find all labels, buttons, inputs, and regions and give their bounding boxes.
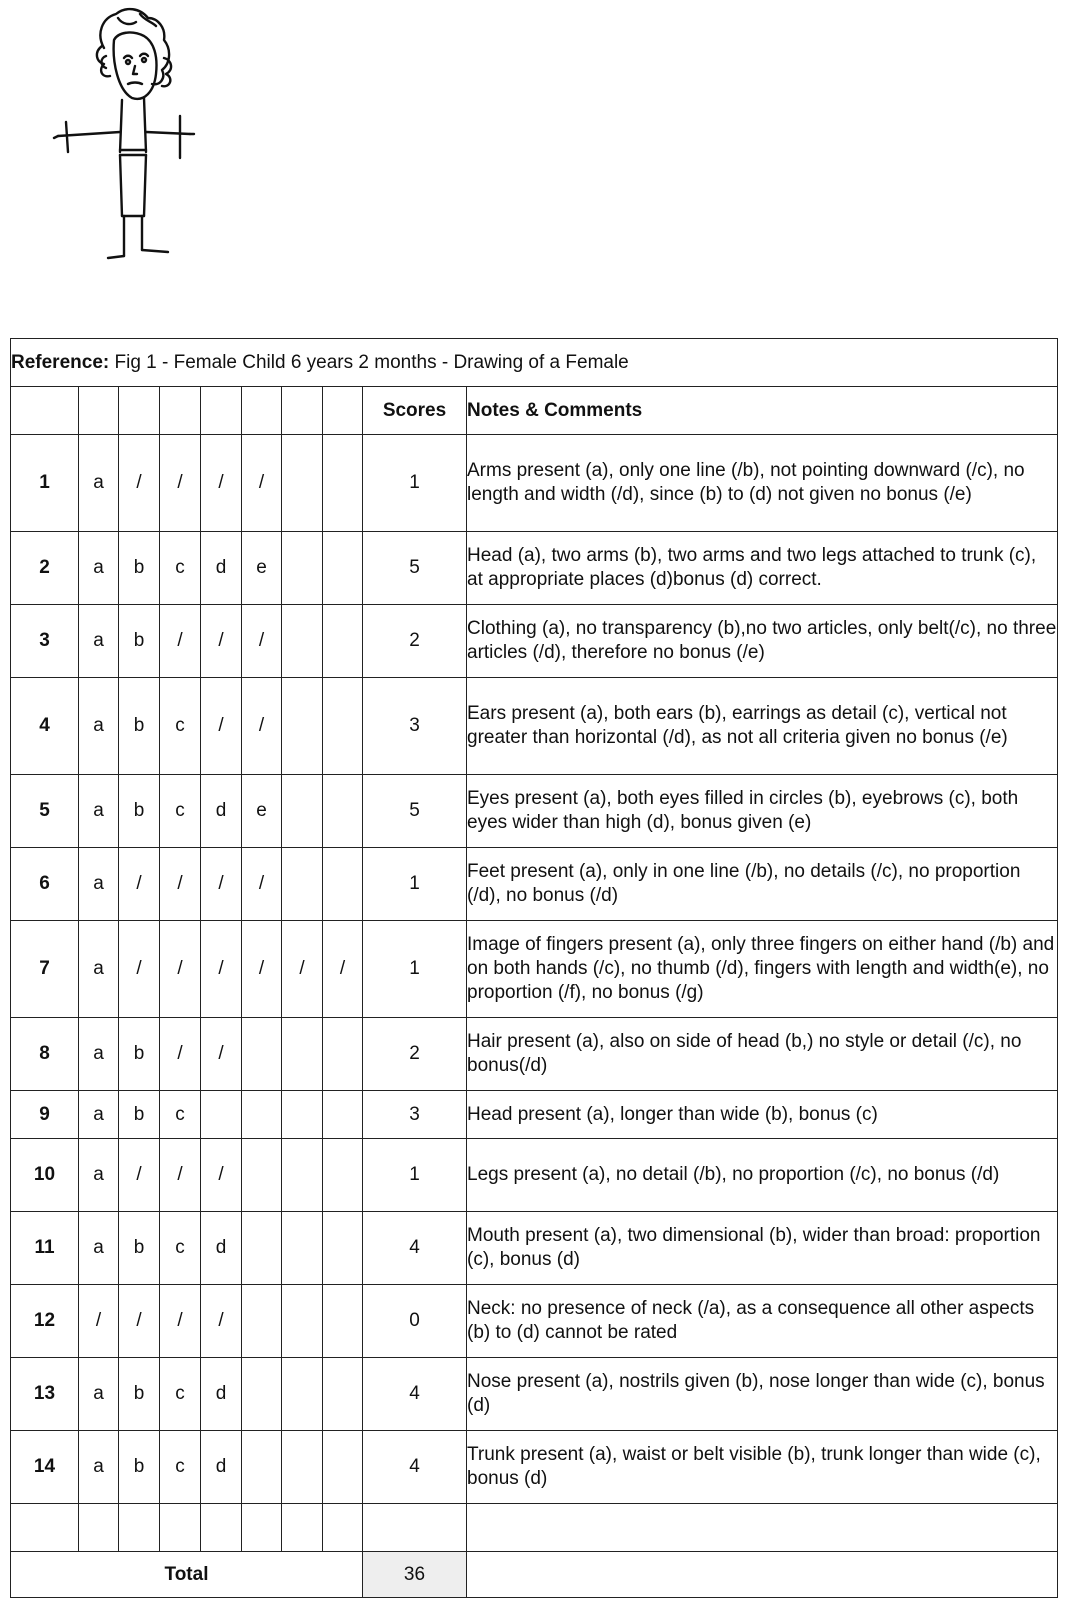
criterion-cell: / xyxy=(201,678,242,775)
criterion-cell: c xyxy=(160,1431,201,1504)
table-row xyxy=(11,435,1058,532)
criterion-cell xyxy=(282,532,323,605)
criterion-cell xyxy=(282,678,323,775)
item-score: 4 xyxy=(363,1431,467,1504)
criterion-cell: / xyxy=(201,435,242,532)
criterion-cell: / xyxy=(201,1018,242,1091)
score-table xyxy=(10,338,1058,1598)
table-row xyxy=(11,921,1058,1018)
item-number: 5 xyxy=(11,775,79,848)
table-row xyxy=(11,1212,1058,1285)
item-score: 4 xyxy=(363,1212,467,1285)
criterion-cell: d xyxy=(201,1431,242,1504)
item-note: Clothing (a), no transparency (b),no two articles, only belt(/c), no three articles (/d), therefore no bonus (/e) xyxy=(467,605,1058,678)
criterion-cell: / xyxy=(242,605,282,678)
criterion-cell: a xyxy=(79,1091,119,1139)
reference-cell xyxy=(11,339,1058,387)
header-blank-cell xyxy=(79,387,119,435)
criterion-cell xyxy=(282,1358,323,1431)
criterion-cell: a xyxy=(79,775,119,848)
criterion-cell: / xyxy=(160,921,201,1018)
table-row xyxy=(11,848,1058,921)
item-score: 1 xyxy=(363,848,467,921)
criterion-cell xyxy=(282,1431,323,1504)
total-note-blank xyxy=(467,1552,1058,1598)
criterion-cell: c xyxy=(160,1091,201,1139)
item-score: 1 xyxy=(363,435,467,532)
header-blank-cell xyxy=(282,387,323,435)
item-score: 1 xyxy=(363,1139,467,1212)
item-number: 8 xyxy=(11,1018,79,1091)
item-number: 14 xyxy=(11,1431,79,1504)
criterion-cell xyxy=(282,1285,323,1358)
child-drawing-figure xyxy=(40,0,220,270)
criterion-cell xyxy=(323,605,363,678)
header-row xyxy=(11,387,1058,435)
criterion-cell xyxy=(323,1018,363,1091)
criterion-cell: b xyxy=(119,1358,160,1431)
item-score: 5 xyxy=(363,775,467,848)
criterion-cell: / xyxy=(282,921,323,1018)
criterion-cell: / xyxy=(242,435,282,532)
criterion-cell: / xyxy=(160,1285,201,1358)
item-number: 12 xyxy=(11,1285,79,1358)
criterion-cell xyxy=(323,1091,363,1139)
criterion-cell: / xyxy=(119,848,160,921)
criterion-cell xyxy=(242,1091,282,1139)
criterion-cell: a xyxy=(79,921,119,1018)
item-number: 4 xyxy=(11,678,79,775)
criterion-cell: / xyxy=(119,1139,160,1212)
criterion-cell xyxy=(282,1018,323,1091)
criterion-cell: / xyxy=(242,678,282,775)
criterion-cell: a xyxy=(79,532,119,605)
criterion-cell xyxy=(323,1139,363,1212)
criterion-cell xyxy=(282,1091,323,1139)
reference-text: Fig 1 - Female Child 6 years 2 months - Drawing of a Female xyxy=(109,351,629,373)
blank-cell xyxy=(160,1504,201,1552)
header-blank-cell xyxy=(119,387,160,435)
item-score: 3 xyxy=(363,678,467,775)
criterion-cell: a xyxy=(79,1358,119,1431)
criterion-cell xyxy=(201,1091,242,1139)
criterion-cell: a xyxy=(79,435,119,532)
criterion-cell xyxy=(282,848,323,921)
table-row xyxy=(11,1431,1058,1504)
criterion-cell: d xyxy=(201,532,242,605)
reference-row xyxy=(11,339,1058,387)
criterion-cell: / xyxy=(119,435,160,532)
item-note: Hair present (a), also on side of head (b,) no style or detail (/c), no bonus(/d) xyxy=(467,1018,1058,1091)
item-note: Trunk present (a), waist or belt visible (b), trunk longer than wide (c), bonus (d) xyxy=(467,1431,1058,1504)
criterion-cell: c xyxy=(160,775,201,848)
item-note: Head (a), two arms (b), two arms and two legs attached to trunk (c), at appropriate places (d)bonus (d) correct. xyxy=(467,532,1058,605)
criterion-cell xyxy=(282,1139,323,1212)
criterion-cell xyxy=(242,1139,282,1212)
criterion-cell: a xyxy=(79,678,119,775)
item-number: 11 xyxy=(11,1212,79,1285)
item-number: 13 xyxy=(11,1358,79,1431)
criterion-cell: / xyxy=(201,848,242,921)
criterion-cell: e xyxy=(242,775,282,848)
item-number: 1 xyxy=(11,435,79,532)
criterion-cell: b xyxy=(119,1091,160,1139)
criterion-cell: / xyxy=(201,1139,242,1212)
criterion-cell: / xyxy=(201,921,242,1018)
criterion-cell: a xyxy=(79,848,119,921)
item-number: 7 xyxy=(11,921,79,1018)
criterion-cell xyxy=(282,1212,323,1285)
table-row xyxy=(11,678,1058,775)
table-row xyxy=(11,1091,1058,1139)
table-row xyxy=(11,605,1058,678)
criterion-cell xyxy=(242,1431,282,1504)
item-number: 10 xyxy=(11,1139,79,1212)
item-note: Arms present (a), only one line (/b), not pointing downward (/c), no length and width (/d), since (b) to (d) not given no bonus (/e) xyxy=(467,435,1058,532)
criterion-cell: / xyxy=(242,921,282,1018)
criterion-cell: a xyxy=(79,605,119,678)
criterion-cell: a xyxy=(79,1139,119,1212)
item-number: 2 xyxy=(11,532,79,605)
blank-cell xyxy=(363,1504,467,1552)
table-row xyxy=(11,532,1058,605)
criterion-cell xyxy=(242,1358,282,1431)
item-note: Head present (a), longer than wide (b), bonus (c) xyxy=(467,1091,1058,1139)
item-score: 3 xyxy=(363,1091,467,1139)
item-score: 2 xyxy=(363,605,467,678)
criterion-cell: b xyxy=(119,775,160,848)
item-score: 5 xyxy=(363,532,467,605)
blank-cell xyxy=(282,1504,323,1552)
criterion-cell: c xyxy=(160,678,201,775)
item-number: 6 xyxy=(11,848,79,921)
criterion-cell: d xyxy=(201,775,242,848)
item-score: 1 xyxy=(363,921,467,1018)
total-label: Total xyxy=(11,1552,363,1598)
item-score: 4 xyxy=(363,1358,467,1431)
item-note: Feet present (a), only in one line (/b), no details (/c), no proportion (/d), no bonus (/d) xyxy=(467,848,1058,921)
item-score: 2 xyxy=(363,1018,467,1091)
criterion-cell: a xyxy=(79,1431,119,1504)
criterion-cell xyxy=(323,775,363,848)
blank-cell xyxy=(79,1504,119,1552)
criterion-cell: / xyxy=(160,848,201,921)
scores-header: Scores xyxy=(363,387,467,435)
criterion-cell: / xyxy=(323,921,363,1018)
criterion-cell: b xyxy=(119,678,160,775)
item-note: Ears present (a), both ears (b), earrings as detail (c), vertical not greater than horizontal (/d), as not all criteria given no bonus (/e) xyxy=(467,678,1058,775)
criterion-cell: b xyxy=(119,1212,160,1285)
total-score: 36 xyxy=(363,1552,467,1598)
criterion-cell xyxy=(323,678,363,775)
blank-cell xyxy=(467,1504,1058,1552)
criterion-cell xyxy=(323,532,363,605)
header-blank-cell xyxy=(160,387,201,435)
item-number: 9 xyxy=(11,1091,79,1139)
item-note: Neck: no presence of neck (/a), as a consequence all other aspects (b) to (d) cannot be rated xyxy=(467,1285,1058,1358)
criterion-cell xyxy=(282,605,323,678)
criterion-cell: / xyxy=(160,1018,201,1091)
criterion-cell: / xyxy=(79,1285,119,1358)
criterion-cell: / xyxy=(242,848,282,921)
criterion-cell: / xyxy=(160,1139,201,1212)
table-row xyxy=(11,1018,1058,1091)
criterion-cell: c xyxy=(160,532,201,605)
criterion-cell xyxy=(282,435,323,532)
criterion-cell xyxy=(323,1212,363,1285)
item-note: Mouth present (a), two dimensional (b), wider than broad: proportion (c), bonus (d) xyxy=(467,1212,1058,1285)
criterion-cell: c xyxy=(160,1358,201,1431)
table-row xyxy=(11,1139,1058,1212)
criterion-cell xyxy=(242,1212,282,1285)
item-score: 0 xyxy=(363,1285,467,1358)
criterion-cell: / xyxy=(160,605,201,678)
criterion-cell: / xyxy=(201,1285,242,1358)
header-blank-cell xyxy=(242,387,282,435)
criterion-cell: e xyxy=(242,532,282,605)
criterion-cell xyxy=(323,848,363,921)
blank-cell xyxy=(119,1504,160,1552)
criterion-cell xyxy=(323,1431,363,1504)
total-row xyxy=(11,1552,1058,1598)
item-note: Eyes present (a), both eyes filled in circles (b), eyebrows (c), both eyes wider than high (d), bonus given (e) xyxy=(467,775,1058,848)
header-blank-cell xyxy=(201,387,242,435)
criterion-cell: a xyxy=(79,1018,119,1091)
criterion-cell: / xyxy=(201,605,242,678)
criterion-cell: b xyxy=(119,532,160,605)
blank-cell xyxy=(323,1504,363,1552)
criterion-cell: b xyxy=(119,1018,160,1091)
table-row xyxy=(11,1285,1058,1358)
blank-cell xyxy=(11,1504,79,1552)
table-row xyxy=(11,1358,1058,1431)
criterion-cell: d xyxy=(201,1212,242,1285)
reference-label: Reference: xyxy=(11,351,110,373)
criterion-cell: d xyxy=(201,1358,242,1431)
header-blank-cell xyxy=(323,387,363,435)
item-note: Legs present (a), no detail (/b), no proportion (/c), no bonus (/d) xyxy=(467,1139,1058,1212)
item-number: 3 xyxy=(11,605,79,678)
blank-cell xyxy=(242,1504,282,1552)
blank-cell xyxy=(201,1504,242,1552)
blank-row xyxy=(11,1504,1058,1552)
criterion-cell xyxy=(323,1358,363,1431)
criterion-cell: / xyxy=(119,921,160,1018)
criterion-cell: a xyxy=(79,1212,119,1285)
criterion-cell: b xyxy=(119,1431,160,1504)
item-note: Nose present (a), nostrils given (b), nose longer than wide (c), bonus (d) xyxy=(467,1358,1058,1431)
notes-header: Notes & Comments xyxy=(467,387,1058,435)
criterion-cell: b xyxy=(119,605,160,678)
header-blank-cell xyxy=(11,387,79,435)
criterion-cell xyxy=(242,1285,282,1358)
criterion-cell xyxy=(323,1285,363,1358)
criterion-cell xyxy=(323,435,363,532)
criterion-cell: c xyxy=(160,1212,201,1285)
table-row xyxy=(11,775,1058,848)
criterion-cell: / xyxy=(160,435,201,532)
criterion-cell xyxy=(242,1018,282,1091)
criterion-cell xyxy=(282,775,323,848)
criterion-cell: / xyxy=(119,1285,160,1358)
item-note: Image of fingers present (a), only three fingers on either hand (/b) and on both hands (/c), no thumb (/d), fingers with length and width(e), no proportion (/f), no bonus (/g) xyxy=(467,921,1058,1018)
